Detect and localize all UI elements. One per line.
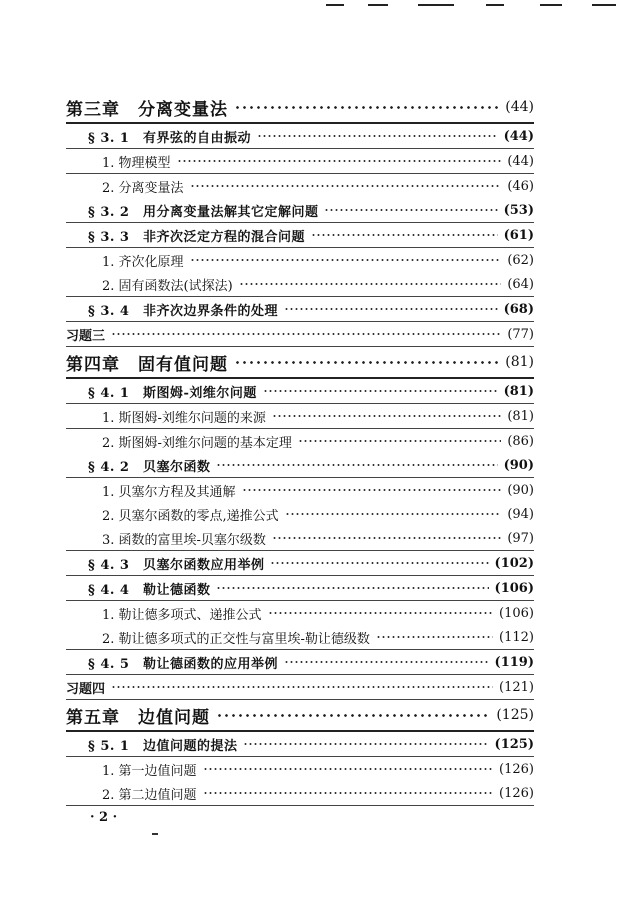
toc-entry-page: (81) xyxy=(503,383,534,399)
toc-entry-title: 2. 第二边值问题 xyxy=(102,787,197,803)
toc-entry-item xyxy=(66,502,534,526)
toc-entry-page: (126) xyxy=(499,785,534,801)
toc-entry-title: § 3. 4 非齐次边界条件的处理 xyxy=(88,303,278,319)
toc-entry-title: 1. 第一边值问题 xyxy=(102,763,197,779)
toc-entry-item xyxy=(66,601,534,625)
toc-entry-title: 第四章 固有值问题 xyxy=(66,354,228,375)
toc-entry-page: (97) xyxy=(507,530,534,546)
toc-entry-title: 2. 贝塞尔函数的零点,递推公式 xyxy=(102,508,279,524)
toc-entry-section xyxy=(66,576,534,601)
toc-entry-title: 1. 物理模型 xyxy=(102,155,171,171)
toc-entry-section xyxy=(66,124,534,149)
toc-entry-page: (53) xyxy=(503,202,534,218)
toc-entry-page: (90) xyxy=(503,457,534,473)
toc-entry-page: (125) xyxy=(494,736,534,752)
toc-entry-item xyxy=(66,149,534,174)
scan-mark xyxy=(152,833,158,835)
dot-leader xyxy=(263,390,498,392)
toc-entry-page: (106) xyxy=(494,580,534,596)
toc-entry-chapter xyxy=(66,347,534,379)
toc-entry-page: (61) xyxy=(503,227,534,243)
toc-entry-title: 第三章 分离变量法 xyxy=(66,99,228,120)
toc-entry-page: (44) xyxy=(505,99,534,115)
dot-leader xyxy=(270,562,488,564)
scan-mark xyxy=(540,4,562,6)
dot-leader xyxy=(216,464,497,466)
toc-entry-page: (106) xyxy=(499,605,534,621)
dot-leader xyxy=(376,636,493,638)
toc-entry-title: § 4. 2 贝塞尔函数 xyxy=(88,459,211,475)
dot-leader xyxy=(234,361,499,364)
toc-entry-title: 2. 斯图姆-刘维尔问题的基本定理 xyxy=(102,435,292,451)
toc-entry-section xyxy=(66,198,534,223)
scan-mark xyxy=(418,4,454,6)
toc-entry-page: (77) xyxy=(507,326,534,342)
dot-leader xyxy=(190,259,502,261)
dot-leader xyxy=(216,587,488,589)
toc-entry-item xyxy=(66,757,534,781)
toc-entry-page: (86) xyxy=(507,433,534,449)
toc-entry-page: (44) xyxy=(503,128,534,144)
toc-entry-page: (62) xyxy=(507,252,534,268)
dot-leader xyxy=(272,537,501,539)
scan-mark xyxy=(486,4,504,6)
dot-leader xyxy=(177,160,502,162)
table-of-contents xyxy=(66,92,534,806)
toc-entry-section xyxy=(66,732,534,757)
toc-entry-chapter xyxy=(66,700,534,732)
toc-entry-title: 1. 斯图姆-刘维尔问题的来源 xyxy=(102,410,266,426)
toc-entry-page: (121) xyxy=(499,679,534,695)
dot-leader xyxy=(234,106,499,109)
toc-entry-title: § 5. 1 边值问题的提法 xyxy=(88,738,238,754)
dot-leader xyxy=(298,440,501,442)
toc-entry-item xyxy=(66,478,534,502)
toc-entry-title: § 4. 5 勒让德函数的应用举例 xyxy=(88,656,278,672)
toc-entry-title: 2. 分离变量法 xyxy=(102,180,184,196)
toc-entry-title: § 4. 3 贝塞尔函数应用举例 xyxy=(88,557,265,573)
toc-entry-exercise xyxy=(66,322,534,347)
dot-leader xyxy=(268,612,493,614)
toc-entry-title: 1. 贝塞尔方程及其通解 xyxy=(102,484,236,500)
toc-entry-section xyxy=(66,297,534,322)
toc-entry-page: (81) xyxy=(505,354,534,370)
toc-entry-section xyxy=(66,453,534,478)
dot-leader xyxy=(203,768,493,770)
toc-entry-title: § 4. 1 斯图姆-刘维尔问题 xyxy=(88,385,257,401)
toc-entry-section xyxy=(66,551,534,576)
dot-leader xyxy=(111,686,493,688)
toc-entry-page: (81) xyxy=(507,408,534,424)
toc-entry-title: 2. 固有函数法(试探法) xyxy=(102,278,233,294)
scan-mark xyxy=(326,4,344,6)
toc-entry-title: § 3. 3 非齐次泛定方程的混合问题 xyxy=(88,229,305,245)
toc-entry-exercise xyxy=(66,675,534,700)
toc-entry-page: (119) xyxy=(494,654,534,670)
toc-entry-title: 习题三 xyxy=(66,328,106,344)
toc-entry-item xyxy=(66,272,534,297)
toc-entry-title: § 3. 2 用分离变量法解其它定解问题 xyxy=(88,204,319,220)
toc-entry-page: (46) xyxy=(507,178,534,194)
dot-leader xyxy=(257,135,498,137)
dot-leader xyxy=(311,234,498,236)
toc-entry-title: 习题四 xyxy=(66,681,106,697)
toc-entry-page: (125) xyxy=(496,707,534,723)
toc-entry-page: (102) xyxy=(494,555,534,571)
toc-entry-title: 第五章 边值问题 xyxy=(66,707,210,728)
toc-entry-title: 1. 勒让德多项式、递推公式 xyxy=(102,607,262,623)
toc-entry-chapter xyxy=(66,92,534,124)
toc-entry-item xyxy=(66,625,534,650)
toc-entry-title: § 3. 1 有界弦的自由振动 xyxy=(88,130,251,146)
toc-entry-item xyxy=(66,404,534,429)
toc-entry-item xyxy=(66,248,534,272)
toc-entry-title: § 4. 4 勒让德函数 xyxy=(88,582,211,598)
toc-entry-item xyxy=(66,429,534,453)
dot-leader xyxy=(272,415,501,417)
scan-mark xyxy=(368,4,388,6)
toc-entry-section xyxy=(66,650,534,675)
toc-entry-item xyxy=(66,174,534,198)
dot-leader xyxy=(284,308,498,310)
toc-entry-title: 1. 齐次化原理 xyxy=(102,254,184,270)
toc-entry-item xyxy=(66,526,534,551)
dot-leader xyxy=(216,714,490,717)
toc-entry-page: (64) xyxy=(507,276,534,292)
dot-leader xyxy=(285,513,502,515)
toc-entry-title: 2. 勒让德多项式的正交性与富里埃-勒让德级数 xyxy=(102,631,370,647)
page-number: · 2 · xyxy=(90,810,118,825)
toc-entry-page: (112) xyxy=(499,629,534,645)
scan-mark xyxy=(592,4,616,6)
toc-entry-title: 3. 函数的富里埃-贝塞尔级数 xyxy=(102,532,266,548)
dot-leader xyxy=(324,209,497,211)
toc-entry-page: (94) xyxy=(507,506,534,522)
dot-leader xyxy=(242,489,502,491)
toc-entry-item xyxy=(66,781,534,806)
toc-entry-section xyxy=(66,379,534,404)
toc-entry-page: (126) xyxy=(499,761,534,777)
toc-entry-page: (68) xyxy=(503,301,534,317)
dot-leader xyxy=(243,743,488,745)
dot-leader xyxy=(203,792,493,794)
dot-leader xyxy=(284,661,489,663)
dot-leader xyxy=(111,333,501,335)
toc-entry-page: (44) xyxy=(507,153,534,169)
dot-leader xyxy=(190,185,502,187)
toc-entry-page: (90) xyxy=(507,482,534,498)
toc-entry-section xyxy=(66,223,534,248)
dot-leader xyxy=(239,283,502,285)
